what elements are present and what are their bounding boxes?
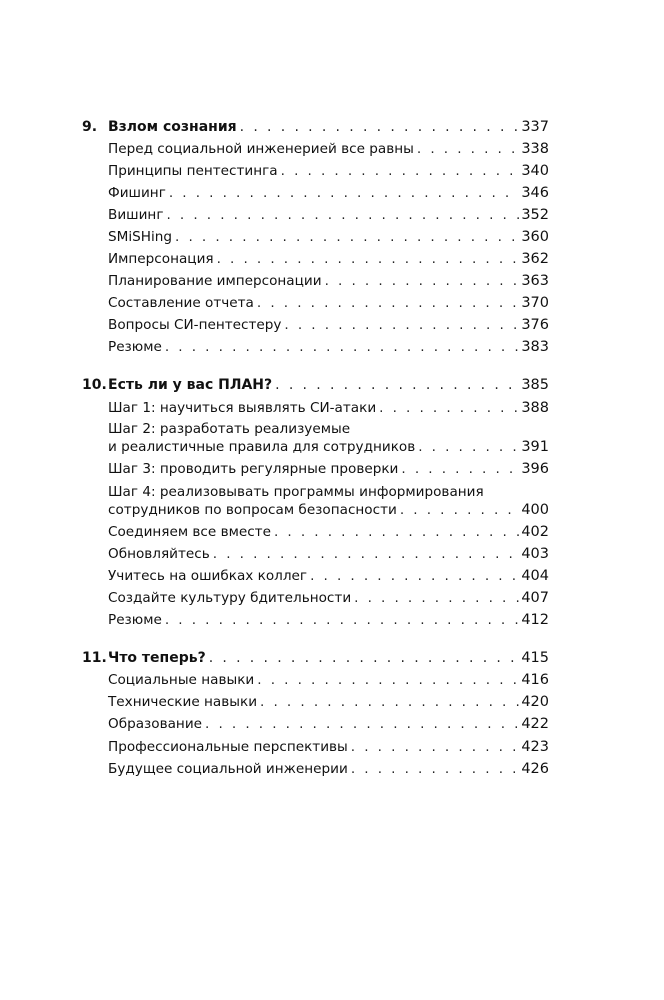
toc-entry[interactable] xyxy=(108,522,549,542)
toc-entry[interactable] xyxy=(108,759,549,779)
entry-title: Образование xyxy=(108,714,205,734)
entry-title: Принципы пентестинга xyxy=(108,161,281,181)
entry-title: Профессиональные перспективы xyxy=(108,737,351,757)
toc-entry[interactable] xyxy=(108,459,549,479)
leader-dots xyxy=(354,588,519,608)
leader-dots xyxy=(257,670,519,690)
entry-title: Создайте культуру бдительности xyxy=(108,588,354,608)
entry-title: и реалистичные правила для сотрудников xyxy=(108,437,418,457)
page-number: 385 xyxy=(521,377,549,393)
chapter-number: 11. xyxy=(82,650,107,666)
toc-entry[interactable] xyxy=(108,544,549,564)
leader-dots xyxy=(213,544,520,564)
entry-title-first-line: Шаг 2: разработать реализуемые xyxy=(108,421,351,437)
toc-entry[interactable] xyxy=(108,566,549,586)
leader-dots xyxy=(217,249,520,269)
toc-entry[interactable] xyxy=(108,714,549,734)
page-number: 340 xyxy=(521,163,549,179)
chapter-title: Есть ли у вас ПЛАН? xyxy=(108,375,275,395)
page-number: 376 xyxy=(521,317,549,333)
toc-entry[interactable] xyxy=(108,161,549,181)
entry-title: Шаг 3: проводить регулярные проверки xyxy=(108,459,401,479)
chapter-title-line[interactable] xyxy=(108,375,549,395)
leader-dots xyxy=(351,759,519,779)
leader-dots xyxy=(165,610,519,630)
page-number: 420 xyxy=(521,694,549,710)
toc-entry[interactable] xyxy=(108,139,549,159)
toc-entry[interactable] xyxy=(108,227,549,247)
entry-title: Составление отчета xyxy=(108,293,257,313)
entry-title: Имперсонация xyxy=(108,249,217,269)
leader-dots xyxy=(275,375,519,395)
page-number: 363 xyxy=(521,273,549,289)
chapter-number: 10. xyxy=(82,377,107,393)
toc-entry[interactable] xyxy=(108,183,549,203)
entry-title: Вопросы СИ-пентестеру xyxy=(108,315,284,335)
page-number: 416 xyxy=(521,672,549,688)
leader-dots xyxy=(400,500,519,520)
leader-dots xyxy=(165,337,519,357)
toc-entry[interactable] xyxy=(108,271,549,291)
page-number: 400 xyxy=(521,502,549,518)
page-number: 426 xyxy=(521,761,549,777)
entry-title: Учитесь на ошибках коллег xyxy=(108,566,310,586)
leader-dots xyxy=(274,522,519,542)
page-number: 362 xyxy=(521,251,549,267)
page-number: 383 xyxy=(521,339,549,355)
leader-dots xyxy=(310,566,519,586)
toc-entry[interactable] xyxy=(108,249,549,269)
toc-entry[interactable] xyxy=(108,315,549,335)
entry-title: Вишинг xyxy=(108,205,166,225)
page-number: 346 xyxy=(521,185,549,201)
entry-title: Будущее социальной инженерии xyxy=(108,759,351,779)
page-number: 352 xyxy=(521,207,549,223)
leader-dots xyxy=(166,205,519,225)
leader-dots xyxy=(284,315,519,335)
toc-entry[interactable] xyxy=(108,737,549,757)
leader-dots xyxy=(240,117,520,137)
entry-title: Перед социальной инженерией все равны xyxy=(108,139,417,159)
leader-dots xyxy=(281,161,520,181)
leader-dots xyxy=(175,227,519,247)
leader-dots xyxy=(379,398,519,418)
entry-title-first-line: Шаг 4: реализовывать программы информирования xyxy=(108,484,484,500)
entry-title: Планирование имперсонации xyxy=(108,271,325,291)
toc-entry[interactable] xyxy=(108,437,549,457)
entry-title: Фишинг xyxy=(108,183,169,203)
page-number: 402 xyxy=(521,524,549,540)
page-number: 415 xyxy=(521,650,549,666)
entry-title: SMiSHing xyxy=(108,227,175,247)
leader-dots xyxy=(401,459,519,479)
page-number: 370 xyxy=(521,295,549,311)
page-number: 407 xyxy=(521,590,549,606)
toc-entry[interactable] xyxy=(108,670,549,690)
entry-title: Обновляйтесь xyxy=(108,544,213,564)
page-number: 403 xyxy=(521,546,549,562)
leader-dots xyxy=(205,714,519,734)
toc-entry[interactable] xyxy=(108,610,549,630)
page-number: 337 xyxy=(521,119,549,135)
page-number: 338 xyxy=(521,141,549,157)
entry-title: Резюме xyxy=(108,610,165,630)
page-number: 388 xyxy=(521,400,549,416)
chapter-title-line[interactable] xyxy=(108,648,549,668)
entry-title: Шаг 1: научиться выявлять СИ-атаки xyxy=(108,398,379,418)
page-number: 423 xyxy=(521,739,549,755)
leader-dots xyxy=(325,271,520,291)
chapter-title: Что теперь? xyxy=(108,648,209,668)
leader-dots xyxy=(169,183,519,203)
leader-dots xyxy=(209,648,520,668)
toc-entry[interactable] xyxy=(108,205,549,225)
entry-title: Технические навыки xyxy=(108,692,260,712)
toc-entry[interactable] xyxy=(108,398,549,418)
page-number: 412 xyxy=(521,612,549,628)
entry-title: Соединяем все вместе xyxy=(108,522,274,542)
page-number: 396 xyxy=(521,461,549,477)
leader-dots xyxy=(257,293,519,313)
toc-entry[interactable] xyxy=(108,588,549,608)
toc-entry[interactable] xyxy=(108,500,549,520)
chapter-number: 9. xyxy=(82,119,98,135)
leader-dots xyxy=(417,139,519,159)
page-number: 404 xyxy=(521,568,549,584)
leader-dots xyxy=(418,437,519,457)
leader-dots xyxy=(351,737,520,757)
page-number: 360 xyxy=(521,229,549,245)
page-number: 391 xyxy=(521,439,549,455)
chapter-title-line[interactable] xyxy=(108,117,549,137)
leader-dots xyxy=(260,692,519,712)
toc-entry[interactable] xyxy=(108,293,549,313)
entry-title: сотрудников по вопросам безопасности xyxy=(108,500,400,520)
toc-entry[interactable] xyxy=(108,337,549,357)
entry-title: Социальные навыки xyxy=(108,670,257,690)
page-number: 422 xyxy=(521,716,549,732)
entry-title: Резюме xyxy=(108,337,165,357)
toc-entry[interactable] xyxy=(108,692,549,712)
chapter-title: Взлом сознания xyxy=(108,117,240,137)
